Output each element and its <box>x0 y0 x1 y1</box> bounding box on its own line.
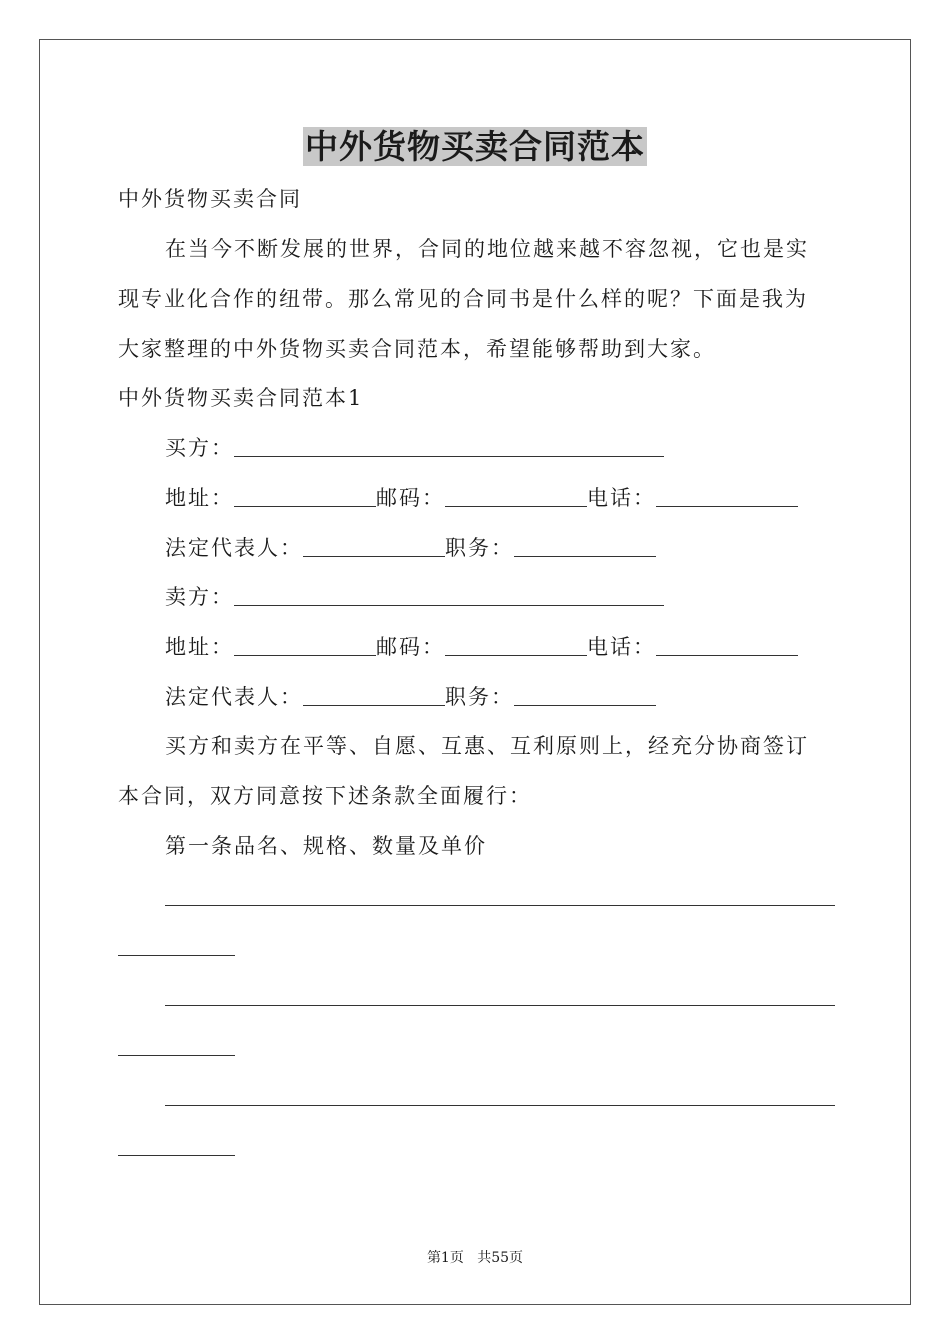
blank-rule <box>118 1055 235 1056</box>
page-border <box>39 39 911 1305</box>
subtitle: 中外货物买卖合同 <box>118 187 302 211</box>
blank-rule <box>118 955 235 956</box>
duty-label: 职务： <box>445 685 514 709</box>
seller-row <box>165 582 664 612</box>
buyer-label: 买方： <box>165 436 234 460</box>
postcode-label: 邮码： <box>376 486 445 510</box>
agreement-line-2: 本合同，双方同意按下述条款全面履行： <box>118 784 532 808</box>
buyer-address-row <box>165 483 798 513</box>
rep-label: 法定代表人： <box>165 536 303 560</box>
blank-rule <box>118 1155 235 1156</box>
postcode-blank <box>445 484 587 507</box>
postcode-label: 邮码： <box>376 635 445 659</box>
phone-label: 电话： <box>587 486 656 510</box>
phone-blank <box>656 633 798 656</box>
page-total: 共55页 <box>477 1250 524 1266</box>
section-heading: 中外货物买卖合同范本1 <box>118 386 364 410</box>
seller-blank <box>234 583 664 606</box>
blank-rule <box>165 905 835 906</box>
duty-label: 职务： <box>445 536 514 560</box>
duty-blank <box>514 683 656 706</box>
buyer-row <box>165 433 664 463</box>
address-label: 地址： <box>165 486 234 510</box>
seller-rep-row <box>165 682 656 712</box>
agreement-line-1: 买方和卖方在平等、自愿、互惠、互利原则上，经充分协商签订 <box>165 734 809 758</box>
rep-blank <box>303 534 445 557</box>
document-title: 中外货物买卖合同范本 <box>305 127 645 166</box>
address-blank <box>234 484 376 507</box>
address-label: 地址： <box>165 635 234 659</box>
blank-rule <box>165 1105 835 1106</box>
phone-label: 电话： <box>587 635 656 659</box>
blank-rule <box>165 1005 835 1006</box>
page-footer <box>0 1247 950 1267</box>
intro-line-1: 在当今不断发展的世界，合同的地位越来越不容忽视，它也是实 <box>165 237 809 261</box>
phone-blank <box>656 484 798 507</box>
rep-label: 法定代表人： <box>165 685 303 709</box>
postcode-blank <box>445 633 587 656</box>
seller-label: 卖方： <box>165 585 234 609</box>
intro-line-3: 大家整理的中外货物买卖合同范本，希望能够帮助到大家。 <box>118 337 716 361</box>
clause-1-heading: 第一条品名、规格、数量及单价 <box>165 834 487 858</box>
seller-address-row <box>165 632 798 662</box>
address-blank <box>234 633 376 656</box>
rep-blank <box>303 683 445 706</box>
buyer-rep-row <box>165 533 656 563</box>
intro-line-2: 现专业化合作的纽带。那么常见的合同书是什么样的呢？下面是我为 <box>118 287 808 311</box>
duty-blank <box>514 534 656 557</box>
page-number: 第1页 <box>426 1250 464 1266</box>
buyer-blank <box>234 434 664 457</box>
